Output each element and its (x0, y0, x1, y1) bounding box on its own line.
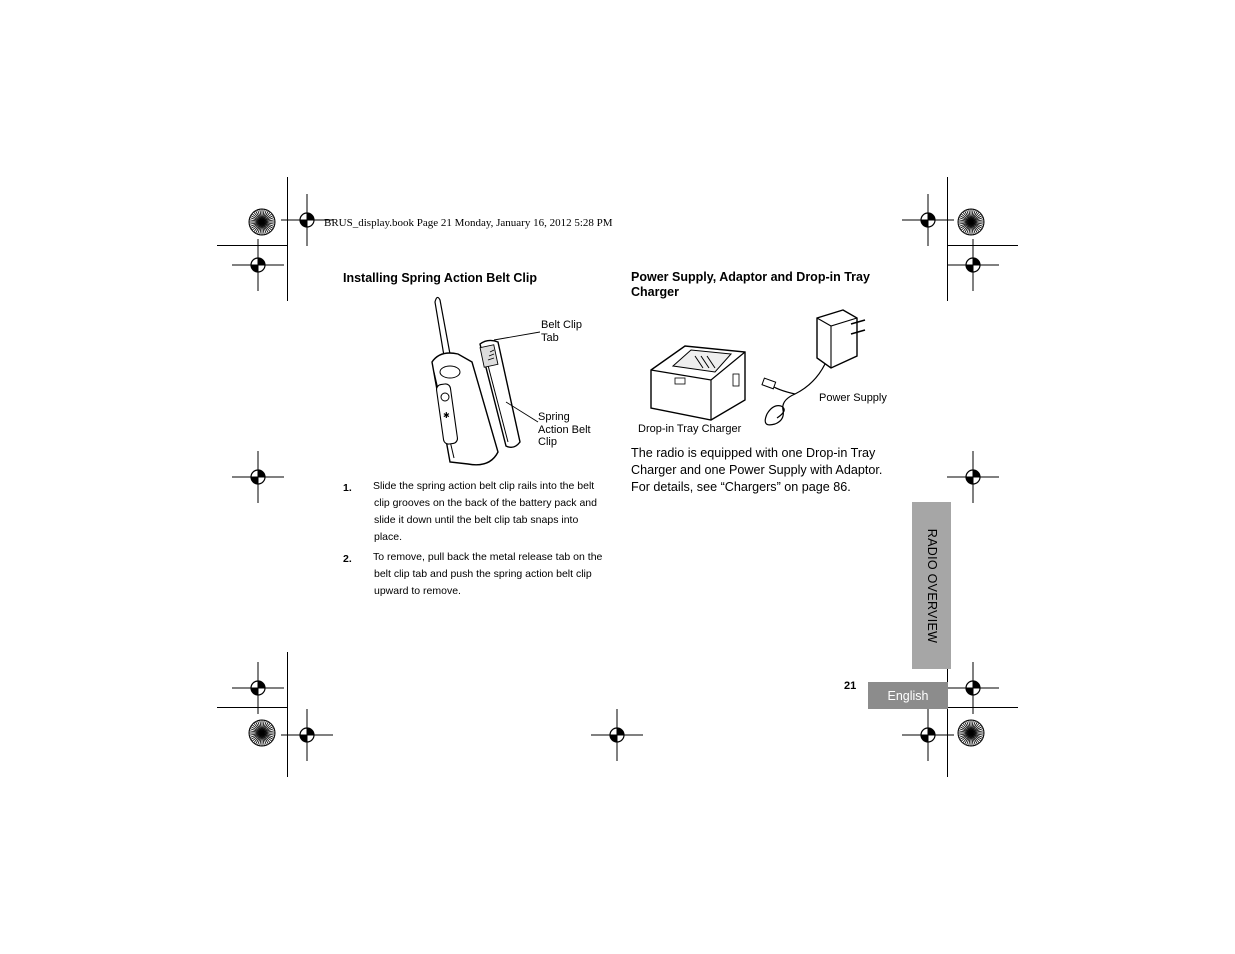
book-header: BRUS_display.book Page 21 Monday, January 16, 2012 5:28 PM (324, 217, 613, 229)
tray-charger-label: Drop-in Tray Charger (638, 423, 742, 435)
starburst-target-icon (958, 720, 984, 746)
step-text: To remove, pull back the metal release tab on the belt clip tab and push the spring action belt clip upward to remove. (373, 551, 603, 597)
registration-mark-icon (591, 709, 643, 761)
power-supply-label: Power Supply (819, 392, 887, 404)
language-tab: English (868, 682, 948, 709)
belt-clip-tab-label (541, 319, 582, 344)
registration-mark-icon (281, 709, 333, 761)
section-heading-power-supply: Power Supply, Adaptor and Drop-in Tray Charger (631, 270, 870, 299)
label-line: Tab (541, 331, 559, 344)
registration-mark-icon (947, 239, 999, 291)
registration-mark-icon (902, 709, 954, 761)
label-line: Spring (538, 411, 570, 423)
registration-mark-icon (232, 451, 284, 503)
registration-mark-icon (947, 451, 999, 503)
drop-in-charger-illustration (645, 308, 875, 438)
section-heading-belt-clip: Installing Spring Action Belt Clip (343, 271, 537, 285)
step-number: 1. (343, 482, 352, 494)
step-number: 2. (343, 553, 352, 565)
side-tab-label: RADIO OVERVIEW (924, 528, 939, 643)
label-line: Clip (538, 436, 557, 448)
starburst-target-icon (958, 209, 984, 235)
registration-mark-icon (947, 662, 999, 714)
svg-text:✱: ✱ (443, 411, 450, 420)
registration-mark-icon (232, 662, 284, 714)
registration-mark-icon (232, 239, 284, 291)
spring-clip-label (538, 411, 591, 449)
section-side-tab (912, 502, 951, 669)
step-text: Slide the spring action belt clip rails into the belt clip grooves on the back of the battery pack and slide it down until the belt clip tab snaps into place. (373, 480, 597, 543)
label-line: Belt Clip (541, 319, 582, 331)
page-number: 21 (844, 680, 857, 692)
radio-belt-clip-illustration (410, 292, 540, 472)
label-line: Action Belt (538, 423, 591, 436)
starburst-target-icon (249, 720, 275, 746)
starburst-target-icon (249, 209, 275, 235)
registration-mark-icon (902, 194, 954, 246)
charger-description: The radio is equipped with one Drop-in Tray Charger and one Power Supply with Adaptor. For details, see “Chargers” on page 86. (631, 446, 883, 494)
